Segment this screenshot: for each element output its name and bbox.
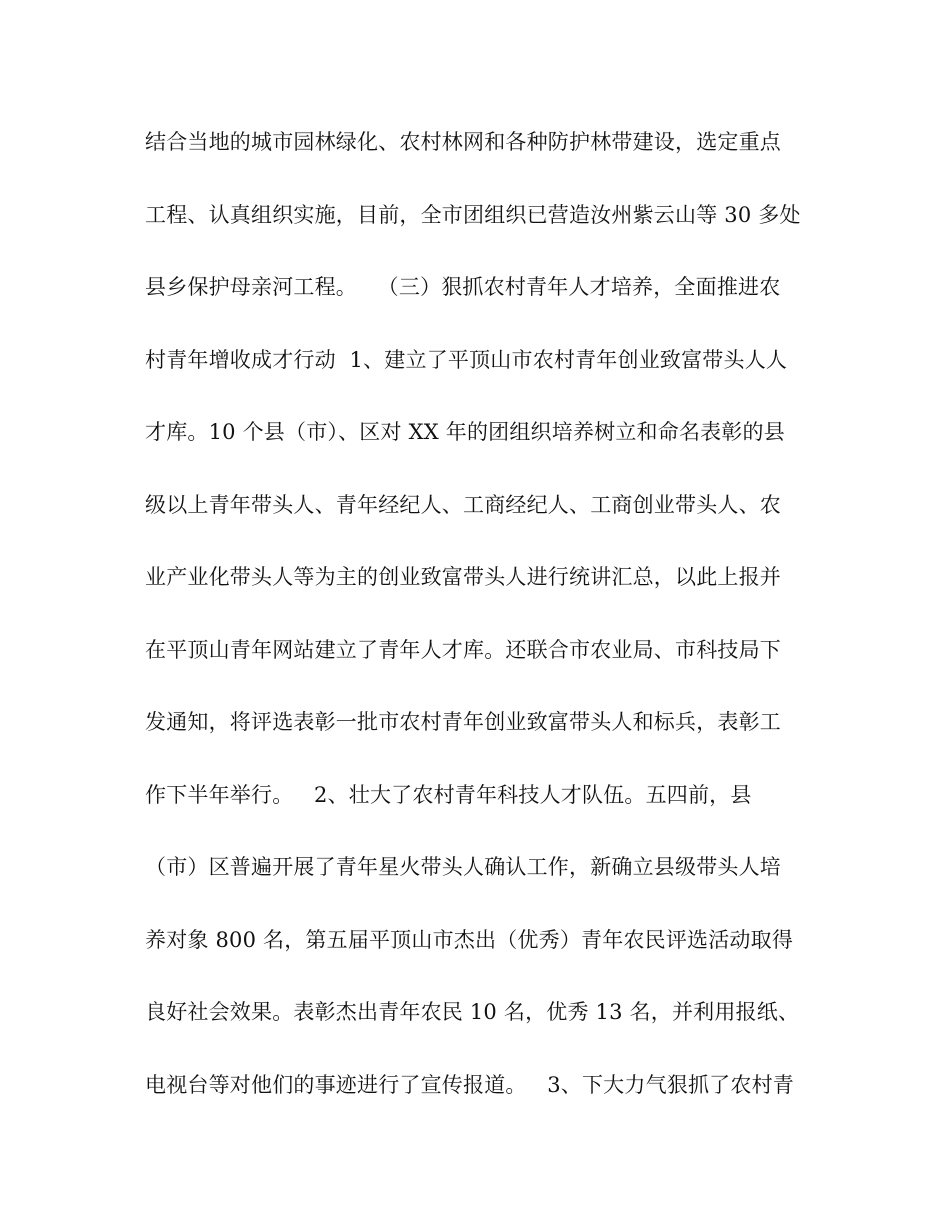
text-line: （市）区普遍开展了青年星火带头人确认工作，新确立县级带头人培 <box>145 855 781 879</box>
text-line: 工程、认真组织实施，目前，全市团组织已营造汝州紫云山等 30 多处 <box>145 202 801 227</box>
text-line: 在平顶山青年网站建立了青年人才库。还联合市农业局、市科技局下 <box>145 637 781 662</box>
text-line: 业产业化带头人等为主的创业致富带头人进行统讲汇总，以此上报并 <box>145 565 781 589</box>
text-line: 级以上青年带头人、青年经纪人、工商经纪人、工商创业带头人、农 <box>145 492 781 517</box>
body-text <box>145 120 815 1135</box>
text-line: 作下半年举行。 2、壮大了农村青年科技人才队伍。五四前，县 <box>145 782 752 807</box>
text-line: 村青年增收成才行动 1、建立了平顶山市农村青年创业致富带头人人 <box>145 347 788 372</box>
text-line: 电视台等对他们的事迹进行了宣传报道。 3、下大力气狠抓了农村青 <box>145 1072 794 1097</box>
text-line: 良好社会效果。表彰杰出青年农民 10 名，优秀 13 名，并利用报纸、 <box>145 1000 800 1024</box>
text-line: 才库。10 个县（市）、区对 XX 年的团组织培养树立和命名表彰的县 <box>145 420 785 444</box>
text-line: 结合当地的城市园林绿化、农村林网和各种防护林带建设，选定重点 <box>145 130 781 154</box>
text-line: 县乡保护母亲河工程。 （三）狠抓农村青年人才培养，全面推进农 <box>145 275 781 299</box>
text-line: 发通知，将评选表彰一批市农村青年创业致富带头人和标兵，表彰工 <box>145 710 781 734</box>
text-line: 养对象 800 名，第五届平顶山市杰出（优秀）青年农民评选活动取得 <box>145 927 794 952</box>
